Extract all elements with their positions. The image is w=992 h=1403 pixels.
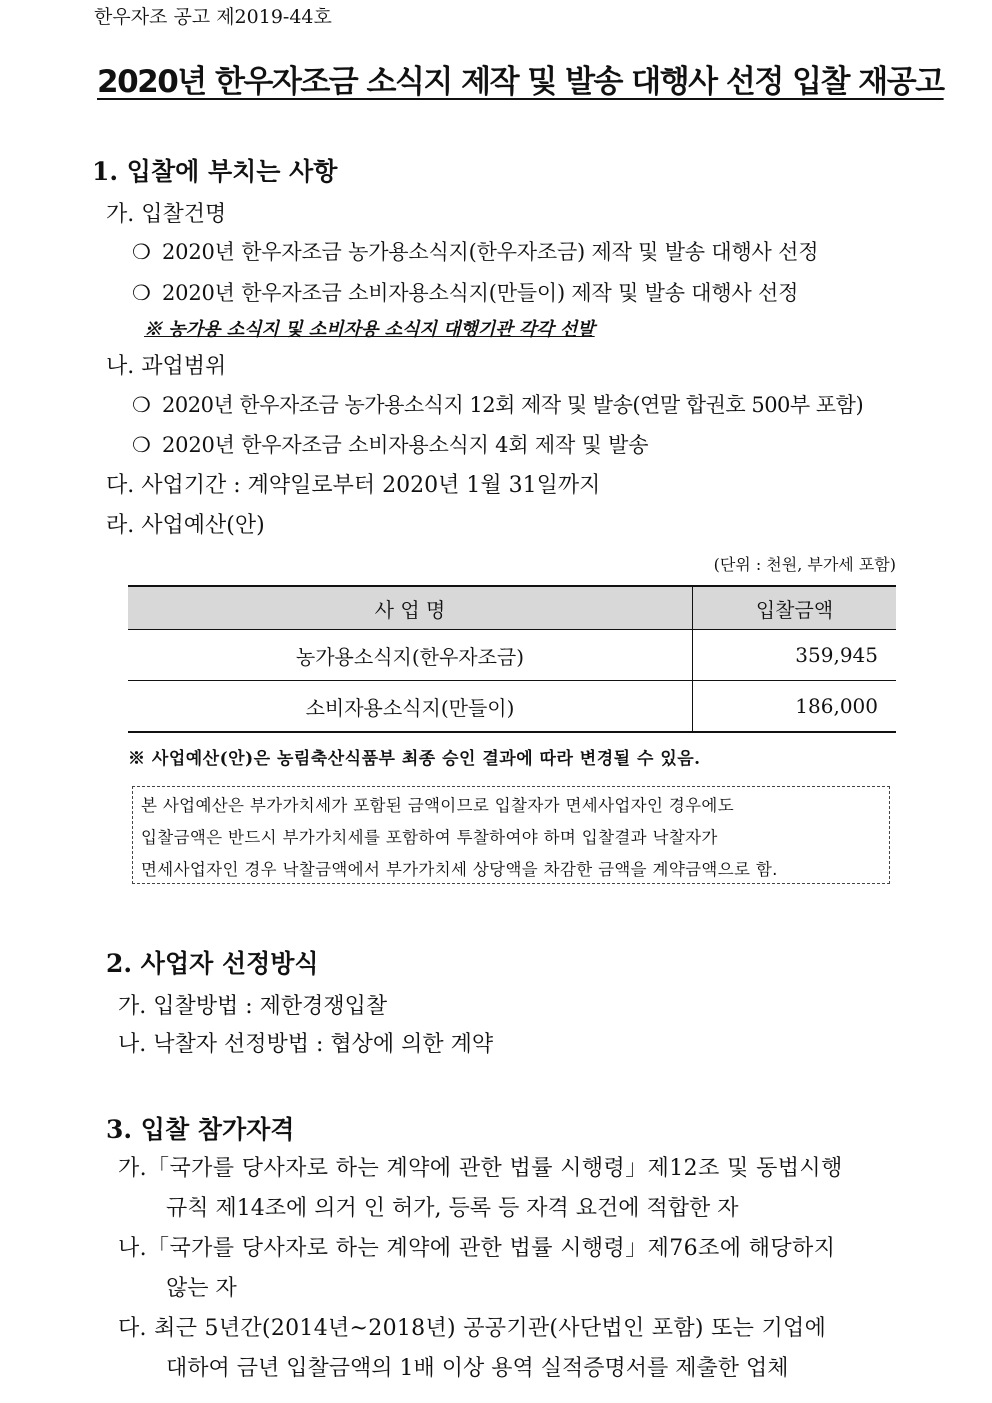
vat-notice-line: 본 사업예산은 부가가치세가 포함된 금액이므로 입찰자가 면세사업자인 경우에도 xyxy=(141,796,734,815)
vat-notice-line: 입찰금액은 반드시 부가가치세를 포함하여 투찰하여야 하며 입찰결과 낙찰자가 xyxy=(141,828,718,847)
section-1a-label: 가. 입찰건명 xyxy=(106,202,227,227)
column-header-amount: 입찰금액 xyxy=(693,586,897,630)
list-item xyxy=(132,429,648,459)
list-item xyxy=(132,236,818,266)
table-cell-amount: 359,945 xyxy=(693,630,897,681)
selection-note: ※ 농가용 소식지 및 소비자용 소식지 대행기관 각각 선발 xyxy=(144,319,595,340)
section-1-heading: 1. 입찰에 부치는 사항 xyxy=(92,157,338,186)
list-item-text: 2020년 한우자조금 농가용소식지(한우자조금) 제작 및 발송 대행사 선정 xyxy=(162,240,819,264)
list-item xyxy=(132,389,863,419)
qualification-line: 대하여 금년 입찰금액의 1배 이상 용역 실적증명서를 제출한 업체 xyxy=(166,1356,789,1381)
qualification-line: 규칙 제14조에 의거 인 허가, 등록 등 자격 요건에 적합한 자 xyxy=(166,1196,739,1221)
qualification-line: 가.「국가를 당사자로 하는 계약에 관한 법률 시행령」제12조 및 동법시행 xyxy=(118,1156,843,1181)
bullet-icon: ❍ xyxy=(132,433,151,457)
qualification-line: 다. 최근 5년간(2014년~2018년) 공공기관(사단법인 포함) 또는 기업에 xyxy=(118,1316,827,1341)
bullet-icon: ❍ xyxy=(132,240,151,264)
unit-note: (단위 : 천원, 부가세 포함) xyxy=(713,555,896,574)
table-cell-amount: 186,000 xyxy=(693,681,897,733)
list-item-text: 2020년 한우자조금 소비자용소식지 4회 제작 및 발송 xyxy=(162,433,649,457)
list-item: 나. 낙찰자 선정방법 : 협상에 의한 계약 xyxy=(118,1032,494,1057)
table-cell-name: 소비자용소식지(만들이) xyxy=(128,681,693,733)
bullet-icon: ❍ xyxy=(132,393,151,417)
section-1d-label: 라. 사업예산(안) xyxy=(106,513,265,538)
vat-notice-line: 면세사업자인 경우 낙찰금액에서 부가가치세 상당액을 차감한 금액을 계약금액으로 함. xyxy=(141,860,778,879)
table-row xyxy=(128,681,896,733)
notice-number: 한우자조 공고 제2019-44호 xyxy=(94,6,332,28)
section-2-heading: 2. 사업자 선정방식 xyxy=(106,949,319,978)
section-1b-label: 나. 과업범위 xyxy=(106,354,227,379)
bullet-icon: ❍ xyxy=(132,281,151,305)
qualification-line: 않는 자 xyxy=(166,1276,237,1301)
section-1c-label: 다. 사업기간 : 계약일로부터 2020년 1월 31일까지 xyxy=(106,473,601,498)
list-item-text: 2020년 한우자조금 농가용소식지 12회 제작 및 발송(연말 합권호 500부 포함) xyxy=(162,393,864,417)
budget-table xyxy=(128,585,896,733)
budget-note: ※ 사업예산(안)은 농림축산식품부 최종 승인 결과에 따라 변경될 수 있음. xyxy=(128,749,701,769)
document-title: 2020년 한우자조금 소식지 제작 및 발송 대행사 선정 입찰 재공고 xyxy=(97,64,944,100)
table-cell-name: 농가용소식지(한우자조금) xyxy=(128,630,693,681)
table-row xyxy=(128,630,896,681)
section-3-heading: 3. 입찰 참가자격 xyxy=(106,1115,295,1144)
list-item-text: 2020년 한우자조금 소비자용소식지(만들이) 제작 및 발송 대행사 선정 xyxy=(162,281,799,305)
column-header-name: 사 업 명 xyxy=(128,586,693,630)
list-item: 가. 입찰방법 : 제한경쟁입찰 xyxy=(118,994,388,1019)
list-item xyxy=(132,277,798,307)
qualification-line: 나.「국가를 당사자로 하는 계약에 관한 법률 시행령」제76조에 해당하지 xyxy=(118,1236,836,1261)
vat-notice-box xyxy=(132,786,890,884)
